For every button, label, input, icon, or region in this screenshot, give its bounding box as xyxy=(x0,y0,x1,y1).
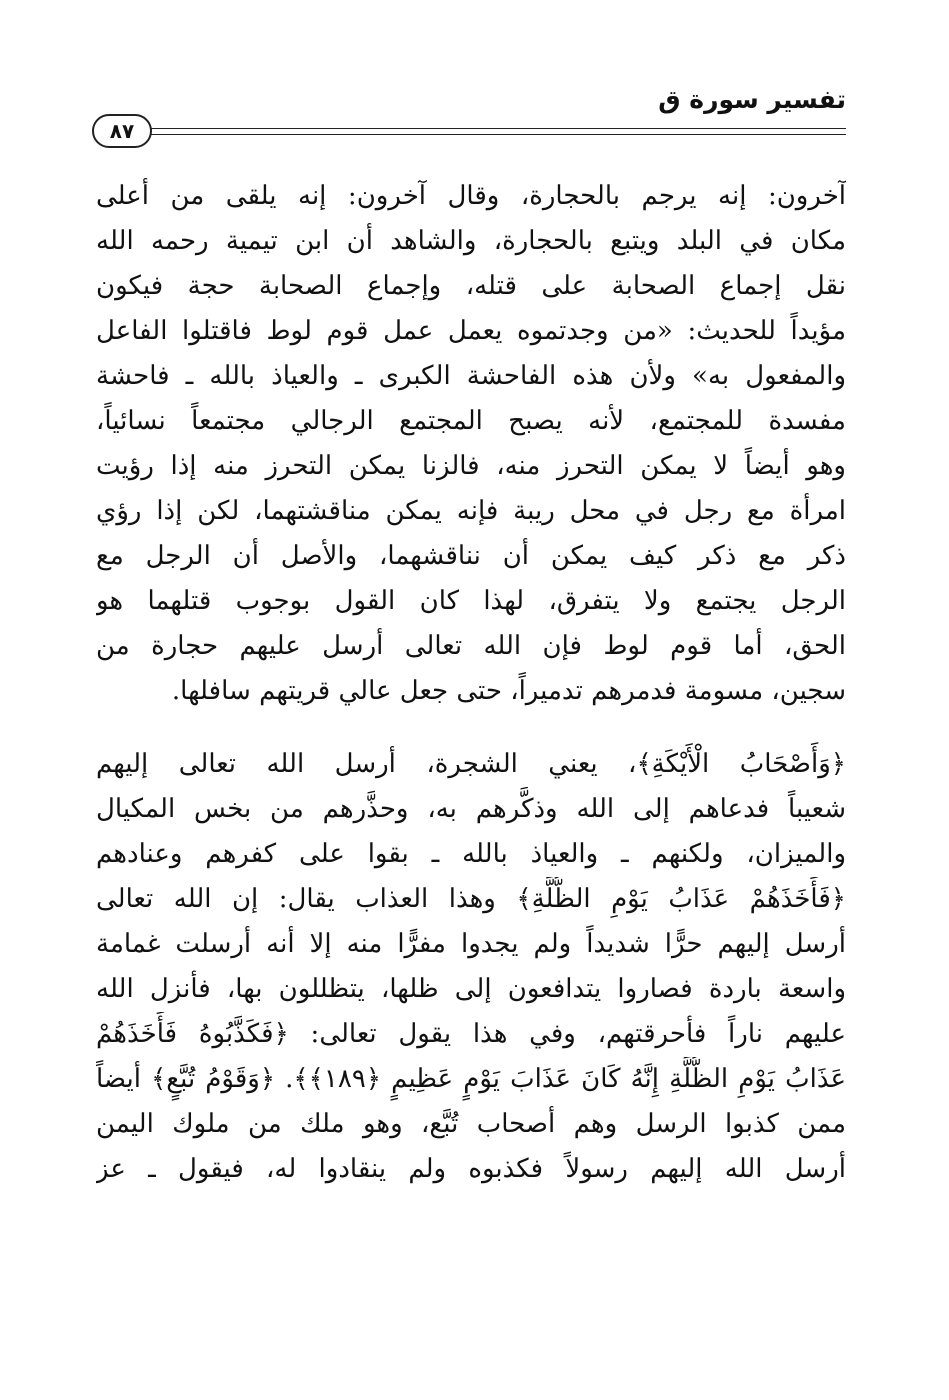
text-line: وهو أيضاً لا يمكن التحرز منه، فالزنا يمكن التحرز منه إذا رؤيت xyxy=(96,451,846,481)
text-line: الرجل يجتمع ولا يتفرق، لهذا كان القول بوجوب قتلهما هو xyxy=(96,586,846,616)
text-line: الحق، أما قوم لوط فإن الله تعالى أرسل عليهم حجارة من xyxy=(96,631,846,661)
header-rule-top xyxy=(150,128,846,129)
running-title: تفسير سورة ق xyxy=(658,85,846,114)
text-line: نقل إجماع الصحابة على قتله، وإجماع الصحابة حجة فيكون xyxy=(96,271,846,301)
text-line: واسعة باردة فصاروا يتدافعون إلى ظلها، يتظللون بها، فأنزل الله xyxy=(96,974,846,1004)
text-line: مؤيداً للحديث: «من وجدتموه يعمل عمل قوم لوط فاقتلوا الفاعل xyxy=(96,316,846,346)
text-line: مفسدة للمجتمع، لأنه يصبح المجتمع الرجالي مجتمعاً نسائياً، xyxy=(96,406,846,436)
paragraph-1 xyxy=(96,174,846,714)
text-line: ﴿وَأَصْحَابُ الْأَيْكَةِ﴾، يعني الشجرة، أرسل الله تعالى إليهم xyxy=(96,749,846,779)
text-line: ممن كذبوا الرسل وهم أصحاب تُبَّع، وهو ملك من ملوك اليمن xyxy=(96,1109,846,1139)
text-line: والمفعول به» ولأن هذه الفاحشة الكبرى ـ والعياذ بالله ـ فاحشة xyxy=(96,361,846,391)
text-line: امرأة مع رجل في محل ريبة فإنه يمكن مناقشتهما، لكن إذا رؤي xyxy=(96,496,846,526)
text-line: عليهم ناراً فأحرقتهم، وفي هذا يقول تعالى: ﴿فَكَذَّبُوهُ فَأَخَذَهُمْ xyxy=(96,1019,846,1049)
paragraph-2 xyxy=(96,742,846,1192)
text-line: شعيباً فدعاهم إلى الله وذكَّرهم به، وحذَّرهم من بخس المكيال xyxy=(96,794,846,824)
text-line: عَذَابُ يَوْمِ الظُّلَّةِ إِنَّهُ كَانَ عَذَابَ يَوْمٍ عَظِيمٍ ﴿١٨٩﴾﴾. ﴿وَقَوْمُ تُبَّعٍ﴾ أيضاً xyxy=(96,1064,846,1094)
text-line: ذكر مع ذكر كيف يمكن أن نناقشهما، والأصل أن الرجل مع xyxy=(96,541,846,571)
text-line: سجين، مسومة فدمرهم تدميراً، حتى جعل عالي قريتهم سافلها. xyxy=(171,676,846,706)
text-line: أرسل إليهم حرًّا شديداً ولم يجدوا مفرًّا منه إلا أنه أرسلت غمامة xyxy=(96,929,846,959)
header-rule-bottom xyxy=(150,134,846,135)
page-number: ٨٧ xyxy=(92,114,152,148)
page-header xyxy=(92,78,846,158)
body-text xyxy=(96,174,846,1192)
text-line: مكان في البلد ويتبع بالحجارة، والشاهد أن ابن تيمية رحمه الله xyxy=(96,226,846,256)
text-line: والميزان، ولكنهم ـ والعياذ بالله ـ بقوا على كفرهم وعنادهم xyxy=(96,839,846,869)
text-line: آخرون: إنه يرجم بالحجارة، وقال آخرون: إنه يلقى من أعلى xyxy=(96,181,846,211)
text-line: أرسل الله إليهم رسولاً فكذبوه ولم ينقادوا له، فيقول ـ عز xyxy=(96,1154,846,1184)
text-line: ﴿فَأَخَذَهُمْ عَذَابُ يَوْمِ الظُّلَّةِ﴾ وهذا العذاب يقال: إن الله تعالى xyxy=(96,884,846,914)
